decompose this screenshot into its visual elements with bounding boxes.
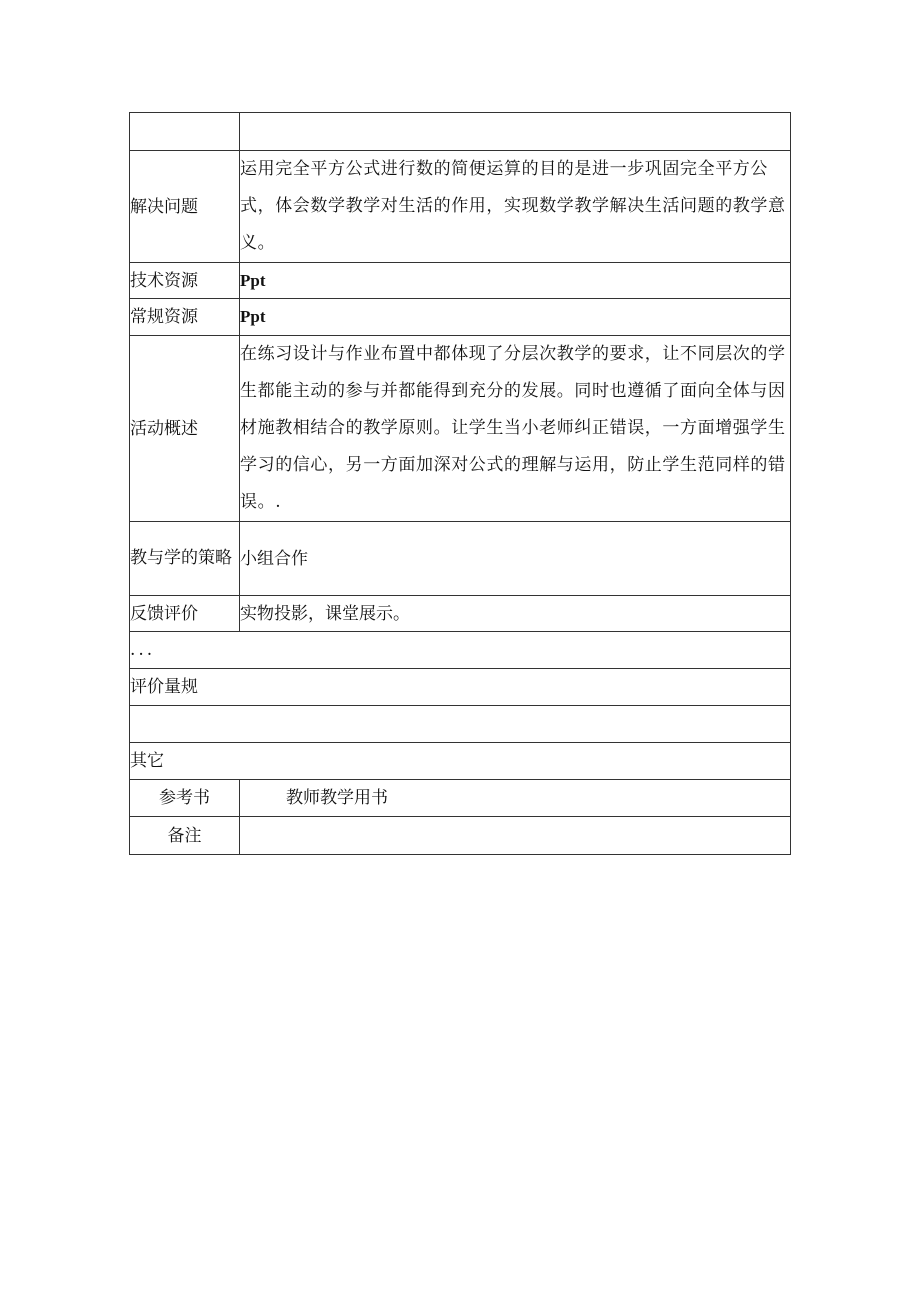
tech-value: Ppt [240, 263, 791, 299]
table-row-blank-top [130, 113, 791, 151]
reference-label: 参考书 [130, 780, 240, 817]
table-row-reference [130, 780, 791, 817]
notes-value [240, 817, 791, 855]
tech-label: 技术资源 [130, 263, 240, 299]
ellipsis-cell: ... [130, 632, 791, 669]
activity-label: 活动概述 [130, 336, 240, 522]
regular-label: 常规资源 [130, 299, 240, 336]
problem-label: 解决问题 [130, 151, 240, 263]
rubric-heading: 评价量规 [130, 669, 791, 706]
blank-top-value [240, 113, 791, 151]
table-row-rubric [130, 669, 791, 706]
problem-value: 运用完全平方公式进行数的简便运算的目的是进一步巩固完全平方公式，体会数学教学对生活的作用，实现数学教学解决生活问题的教学意义。 [240, 151, 791, 263]
table-row-notes [130, 817, 791, 855]
strategy-label: 教与学的策略 [130, 522, 240, 596]
feedback-label: 反馈评价 [130, 596, 240, 632]
lesson-plan-table [129, 112, 791, 855]
reference-value: 教师教学用书 [240, 780, 791, 817]
table-row-feedback [130, 596, 791, 632]
feedback-value: 实物投影，课堂展示。 [240, 596, 791, 632]
table-row-blank-full [130, 706, 791, 743]
strategy-value: 小组合作 [240, 522, 791, 596]
table-row-problem [130, 151, 791, 263]
table-row-activity [130, 336, 791, 522]
table-row-other [130, 743, 791, 780]
notes-label: 备注 [130, 817, 240, 855]
table-row-strategy [130, 522, 791, 596]
other-heading: 其它 [130, 743, 791, 780]
activity-value: 在练习设计与作业布置中都体现了分层次教学的要求，让不同层次的学生都能主动的参与并都能得到充分的发展。同时也遵循了面向全体与因材施教相结合的教学原则。让学生当小老师纠正错误，一方面增强学生学习的信心，另一方面加深对公式的理解与运用，防止学生范同样的错误。. [240, 336, 791, 522]
table-row-tech [130, 263, 791, 299]
regular-value: Ppt [240, 299, 791, 336]
table-row-regular [130, 299, 791, 336]
blank-top-label [130, 113, 240, 151]
blank-full-cell [130, 706, 791, 743]
table-row-ellipsis [130, 632, 791, 669]
